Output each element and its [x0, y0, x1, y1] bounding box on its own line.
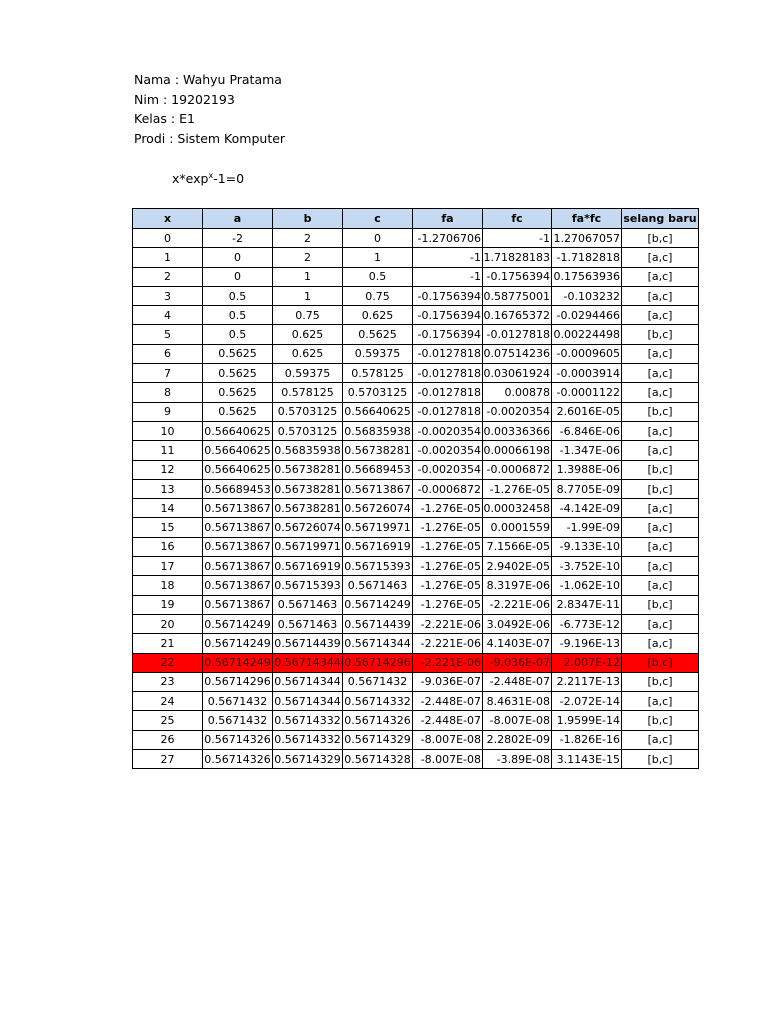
cell-selang-baru: [b,c] [622, 672, 699, 691]
cell-x: 3 [133, 286, 203, 305]
table-row [133, 364, 699, 383]
table-row [133, 595, 699, 614]
cell-fa: -0.1756394 [413, 286, 483, 305]
cell-b: 0.56714439 [273, 634, 343, 653]
table-row [133, 441, 699, 460]
cell-x: 20 [133, 614, 203, 633]
equation-base: x*exp [172, 171, 209, 186]
cell-x: 25 [133, 711, 203, 730]
cell-c: 0.56713867 [343, 479, 413, 498]
cell-selang-baru: [a,c] [622, 537, 699, 556]
cell-selang-baru: [a,c] [622, 614, 699, 633]
bisection-table [132, 208, 699, 769]
cell-x: 12 [133, 460, 203, 479]
student-nim: Nim : 19202193 [134, 91, 235, 107]
cell-c: 0.5 [343, 267, 413, 286]
cell-a: 0.56714326 [203, 730, 273, 749]
cell-x: 7 [133, 364, 203, 383]
cell-c: 1 [343, 248, 413, 267]
cell-fafc: -9.133E-10 [552, 537, 622, 556]
cell-c: 0.625 [343, 306, 413, 325]
cell-fc: -2.221E-06 [483, 595, 552, 614]
cell-fafc: 1.27067057 [552, 229, 622, 248]
cell-c: 0.578125 [343, 364, 413, 383]
cell-fa: -0.0020354 [413, 421, 483, 440]
cell-fa: -8.007E-08 [413, 730, 483, 749]
cell-fc: -3.89E-08 [483, 750, 552, 769]
cell-a: 0.56640625 [203, 441, 273, 460]
cell-fafc: 2.8347E-11 [552, 595, 622, 614]
cell-a: 0.5 [203, 306, 273, 325]
cell-fa: -1 [413, 248, 483, 267]
cell-fc: 0.03061924 [483, 364, 552, 383]
cell-fafc: 2.2117E-13 [552, 672, 622, 691]
cell-selang-baru: [a,c] [622, 383, 699, 402]
cell-c: 0.56716919 [343, 537, 413, 556]
cell-c: 0.56714439 [343, 614, 413, 633]
cell-fc: 2.2802E-09 [483, 730, 552, 749]
cell-c: 0.5671432 [343, 672, 413, 691]
cell-fc: -1.276E-05 [483, 479, 552, 498]
cell-fc: 8.3197E-06 [483, 576, 552, 595]
cell-x: 24 [133, 692, 203, 711]
cell-x: 8 [133, 383, 203, 402]
cell-a: -2 [203, 229, 273, 248]
cell-selang-baru: [b,c] [622, 750, 699, 769]
cell-selang-baru: [a,c] [622, 421, 699, 440]
cell-selang-baru: [a,c] [622, 364, 699, 383]
cell-a: 0.56714326 [203, 750, 273, 769]
column-header-x: x [133, 209, 203, 229]
cell-fa: -0.0020354 [413, 460, 483, 479]
cell-a: 0 [203, 248, 273, 267]
cell-selang-baru: [a,c] [622, 576, 699, 595]
cell-b: 0.56714329 [273, 750, 343, 769]
cell-c: 0 [343, 229, 413, 248]
cell-x: 16 [133, 537, 203, 556]
cell-x: 21 [133, 634, 203, 653]
cell-fc: -0.1756394 [483, 267, 552, 286]
cell-x: 23 [133, 672, 203, 691]
cell-selang-baru: [a,c] [622, 518, 699, 537]
cell-fc: 0.58775001 [483, 286, 552, 305]
cell-fafc: 1.3988E-06 [552, 460, 622, 479]
cell-fc: 8.4631E-08 [483, 692, 552, 711]
cell-fa: -2.221E-06 [413, 614, 483, 633]
table-row [133, 730, 699, 749]
cell-c: 0.56714344 [343, 634, 413, 653]
cell-c: 0.5671463 [343, 576, 413, 595]
cell-fafc: -6.846E-06 [552, 421, 622, 440]
cell-fc: 1.71828183 [483, 248, 552, 267]
cell-fc: 0.00336366 [483, 421, 552, 440]
cell-selang-baru: [a,c] [622, 634, 699, 653]
cell-b: 0.56835938 [273, 441, 343, 460]
cell-fafc: -9.196E-13 [552, 634, 622, 653]
cell-fc: 0.00066198 [483, 441, 552, 460]
cell-fc: -1 [483, 229, 552, 248]
cell-fc: -0.0006872 [483, 460, 552, 479]
cell-fa: -0.0127818 [413, 344, 483, 363]
cell-b: 0.56714344 [273, 672, 343, 691]
column-header-b: b [273, 209, 343, 229]
cell-x: 13 [133, 479, 203, 498]
cell-fafc: -0.0001122 [552, 383, 622, 402]
table-row [133, 286, 699, 305]
cell-fc: -2.448E-07 [483, 672, 552, 691]
cell-selang-baru: [b,c] [622, 711, 699, 730]
cell-fafc: 0.00224498 [552, 325, 622, 344]
table-row [133, 325, 699, 344]
cell-fa: -0.0127818 [413, 364, 483, 383]
column-header-fa: fa [413, 209, 483, 229]
cell-fafc: -1.062E-10 [552, 576, 622, 595]
table-row [133, 383, 699, 402]
cell-fa: -0.0020354 [413, 441, 483, 460]
cell-selang-baru: [b,c] [622, 595, 699, 614]
cell-fc: 2.9402E-05 [483, 557, 552, 576]
cell-a: 0.5625 [203, 402, 273, 421]
table-row [133, 576, 699, 595]
table-row [133, 248, 699, 267]
cell-fc: 7.1566E-05 [483, 537, 552, 556]
cell-x: 19 [133, 595, 203, 614]
cell-fafc: -0.103232 [552, 286, 622, 305]
table-row [133, 557, 699, 576]
cell-fa: -0.0127818 [413, 402, 483, 421]
cell-c: 0.56689453 [343, 460, 413, 479]
cell-fafc: 2.6016E-05 [552, 402, 622, 421]
cell-b: 0.56738281 [273, 479, 343, 498]
cell-fafc: -0.0294466 [552, 306, 622, 325]
cell-fc: 0.07514236 [483, 344, 552, 363]
cell-x: 27 [133, 750, 203, 769]
cell-x: 10 [133, 421, 203, 440]
cell-fc: -0.0127818 [483, 325, 552, 344]
cell-x: 15 [133, 518, 203, 537]
cell-fc: -9.036E-07 [483, 653, 552, 672]
cell-fc: 0.16765372 [483, 306, 552, 325]
cell-a: 0.5 [203, 325, 273, 344]
equation-rest: -1=0 [213, 171, 245, 186]
cell-a: 0.5671432 [203, 692, 273, 711]
cell-fa: -2.448E-07 [413, 692, 483, 711]
cell-c: 0.56714329 [343, 730, 413, 749]
cell-a: 0 [203, 267, 273, 286]
equation-exponent: x [208, 171, 214, 180]
table-row [133, 460, 699, 479]
table-row [133, 692, 699, 711]
cell-fc: -8.007E-08 [483, 711, 552, 730]
cell-selang-baru: [b,c] [622, 325, 699, 344]
cell-selang-baru: [a,c] [622, 248, 699, 267]
student-name: Nama : Wahyu Pratama [134, 72, 282, 87]
cell-c: 0.56714328 [343, 750, 413, 769]
cell-a: 0.5671432 [203, 711, 273, 730]
cell-x: 17 [133, 557, 203, 576]
table-row [133, 518, 699, 537]
table-row [133, 479, 699, 498]
cell-x: 2 [133, 267, 203, 286]
cell-selang-baru: [b,c] [622, 460, 699, 479]
column-header-fafc: fa*fc [552, 209, 622, 229]
cell-fafc: -0.0009605 [552, 344, 622, 363]
cell-c: 0.75 [343, 286, 413, 305]
cell-fafc: 8.7705E-09 [552, 479, 622, 498]
cell-b: 0.5671463 [273, 595, 343, 614]
cell-fc: 0.00032458 [483, 499, 552, 518]
cell-b: 1 [273, 286, 343, 305]
cell-selang-baru: [b,c] [622, 402, 699, 421]
cell-a: 0.56713867 [203, 595, 273, 614]
cell-b: 2 [273, 229, 343, 248]
cell-selang-baru: [b,c] [622, 479, 699, 498]
cell-x: 18 [133, 576, 203, 595]
cell-fa: -1.2706706 [413, 229, 483, 248]
cell-a: 0.5625 [203, 364, 273, 383]
column-header-fc: fc [483, 209, 552, 229]
table-row [133, 672, 699, 691]
student-class: Kelas : E1 [134, 111, 195, 126]
table-body [133, 229, 699, 769]
cell-fa: -1.276E-05 [413, 595, 483, 614]
cell-c: 0.59375 [343, 344, 413, 363]
cell-selang-baru: [a,c] [622, 692, 699, 711]
cell-fafc: -4.142E-09 [552, 499, 622, 518]
cell-b: 0.56738281 [273, 499, 343, 518]
cell-b: 0.56714344 [273, 653, 343, 672]
cell-x: 4 [133, 306, 203, 325]
cell-b: 0.56714332 [273, 730, 343, 749]
cell-fc: 4.1403E-07 [483, 634, 552, 653]
cell-a: 0.56714249 [203, 653, 273, 672]
cell-b: 0.56714344 [273, 692, 343, 711]
cell-selang-baru: [a,c] [622, 441, 699, 460]
cell-a: 0.5 [203, 286, 273, 305]
cell-c: 0.56738281 [343, 441, 413, 460]
cell-fa: -1.276E-05 [413, 557, 483, 576]
cell-fc: 0.00878 [483, 383, 552, 402]
cell-a: 0.56713867 [203, 537, 273, 556]
table-row [133, 267, 699, 286]
cell-b: 0.56738281 [273, 460, 343, 479]
cell-fa: -2.448E-07 [413, 711, 483, 730]
cell-x: 9 [133, 402, 203, 421]
cell-fa: -1.276E-05 [413, 576, 483, 595]
cell-b: 2 [273, 248, 343, 267]
cell-fa: -8.007E-08 [413, 750, 483, 769]
cell-a: 0.56714296 [203, 672, 273, 691]
column-header-selang-baru: selang baru [622, 209, 699, 229]
cell-fa: -1.276E-05 [413, 518, 483, 537]
cell-c: 0.5625 [343, 325, 413, 344]
cell-c: 0.56640625 [343, 402, 413, 421]
cell-fc: -0.0020354 [483, 402, 552, 421]
cell-c: 0.5703125 [343, 383, 413, 402]
cell-x: 1 [133, 248, 203, 267]
cell-b: 0.56716919 [273, 557, 343, 576]
cell-a: 0.56713867 [203, 576, 273, 595]
table-row [133, 653, 699, 672]
cell-c: 0.56714332 [343, 692, 413, 711]
cell-b: 0.56715393 [273, 576, 343, 595]
cell-fafc: 3.1143E-15 [552, 750, 622, 769]
cell-fc: 0.0001559 [483, 518, 552, 537]
cell-x: 0 [133, 229, 203, 248]
cell-a: 0.5625 [203, 383, 273, 402]
cell-fa: -1 [413, 267, 483, 286]
table-row [133, 499, 699, 518]
cell-fafc: -1.7182818 [552, 248, 622, 267]
cell-fafc: 2.007E-12 [552, 653, 622, 672]
cell-fa: -2.221E-06 [413, 653, 483, 672]
cell-x: 5 [133, 325, 203, 344]
cell-c: 0.56726074 [343, 499, 413, 518]
cell-fc: 3.0492E-06 [483, 614, 552, 633]
cell-b: 0.578125 [273, 383, 343, 402]
cell-x: 22 [133, 653, 203, 672]
cell-a: 0.56689453 [203, 479, 273, 498]
cell-x: 14 [133, 499, 203, 518]
cell-b: 0.5703125 [273, 421, 343, 440]
cell-c: 0.56714326 [343, 711, 413, 730]
cell-fa: -0.1756394 [413, 325, 483, 344]
cell-selang-baru: [a,c] [622, 267, 699, 286]
cell-a: 0.56714249 [203, 634, 273, 653]
cell-x: 26 [133, 730, 203, 749]
table-row [133, 344, 699, 363]
cell-a: 0.5625 [203, 344, 273, 363]
cell-fa: -1.276E-05 [413, 537, 483, 556]
table-row [133, 614, 699, 633]
cell-fa: -1.276E-05 [413, 499, 483, 518]
student-program: Prodi : Sistem Komputer [134, 130, 286, 146]
table-row [133, 711, 699, 730]
cell-selang-baru: [a,c] [622, 499, 699, 518]
cell-selang-baru: [a,c] [622, 730, 699, 749]
cell-fa: -0.1756394 [413, 306, 483, 325]
cell-a: 0.56713867 [203, 557, 273, 576]
cell-b: 1 [273, 267, 343, 286]
cell-x: 11 [133, 441, 203, 460]
cell-b: 0.75 [273, 306, 343, 325]
cell-fafc: -1.347E-06 [552, 441, 622, 460]
cell-fa: -0.0127818 [413, 383, 483, 402]
cell-fafc: -1.826E-16 [552, 730, 622, 749]
cell-fa: -9.036E-07 [413, 672, 483, 691]
cell-fa: -2.221E-06 [413, 634, 483, 653]
table-row [133, 306, 699, 325]
cell-b: 0.625 [273, 344, 343, 363]
table-header-row [133, 209, 699, 229]
cell-c: 0.56714249 [343, 595, 413, 614]
student-info [134, 70, 285, 148]
cell-b: 0.5671463 [273, 614, 343, 633]
cell-a: 0.56714249 [203, 614, 273, 633]
table-row [133, 421, 699, 440]
cell-a: 0.56640625 [203, 460, 273, 479]
table-row [133, 229, 699, 248]
cell-b: 0.625 [273, 325, 343, 344]
column-header-a: a [203, 209, 273, 229]
cell-fafc: -1.99E-09 [552, 518, 622, 537]
cell-fafc: -2.072E-14 [552, 692, 622, 711]
cell-selang-baru: [b,c] [622, 229, 699, 248]
cell-b: 0.56719971 [273, 537, 343, 556]
cell-b: 0.56726074 [273, 518, 343, 537]
cell-selang-baru: [a,c] [622, 344, 699, 363]
cell-fafc: -3.752E-10 [552, 557, 622, 576]
cell-a: 0.56713867 [203, 518, 273, 537]
cell-selang-baru: [a,c] [622, 306, 699, 325]
cell-c: 0.56835938 [343, 421, 413, 440]
table-row [133, 537, 699, 556]
cell-c: 0.56715393 [343, 557, 413, 576]
cell-c: 0.56719971 [343, 518, 413, 537]
cell-fafc: -0.0003914 [552, 364, 622, 383]
column-header-c: c [343, 209, 413, 229]
cell-a: 0.56640625 [203, 421, 273, 440]
table-row [133, 402, 699, 421]
cell-fafc: -6.773E-12 [552, 614, 622, 633]
table-row [133, 634, 699, 653]
table-row [133, 750, 699, 769]
cell-c: 0.56714296 [343, 653, 413, 672]
cell-b: 0.56714332 [273, 711, 343, 730]
cell-fafc: 1.9599E-14 [552, 711, 622, 730]
cell-fafc: 0.17563936 [552, 267, 622, 286]
cell-b: 0.5703125 [273, 402, 343, 421]
cell-fa: -0.0006872 [413, 479, 483, 498]
cell-selang-baru: [a,c] [622, 557, 699, 576]
cell-x: 6 [133, 344, 203, 363]
cell-a: 0.56713867 [203, 499, 273, 518]
equation [172, 171, 244, 186]
cell-selang-baru: [b,c] [622, 653, 699, 672]
cell-selang-baru: [a,c] [622, 286, 699, 305]
cell-b: 0.59375 [273, 364, 343, 383]
